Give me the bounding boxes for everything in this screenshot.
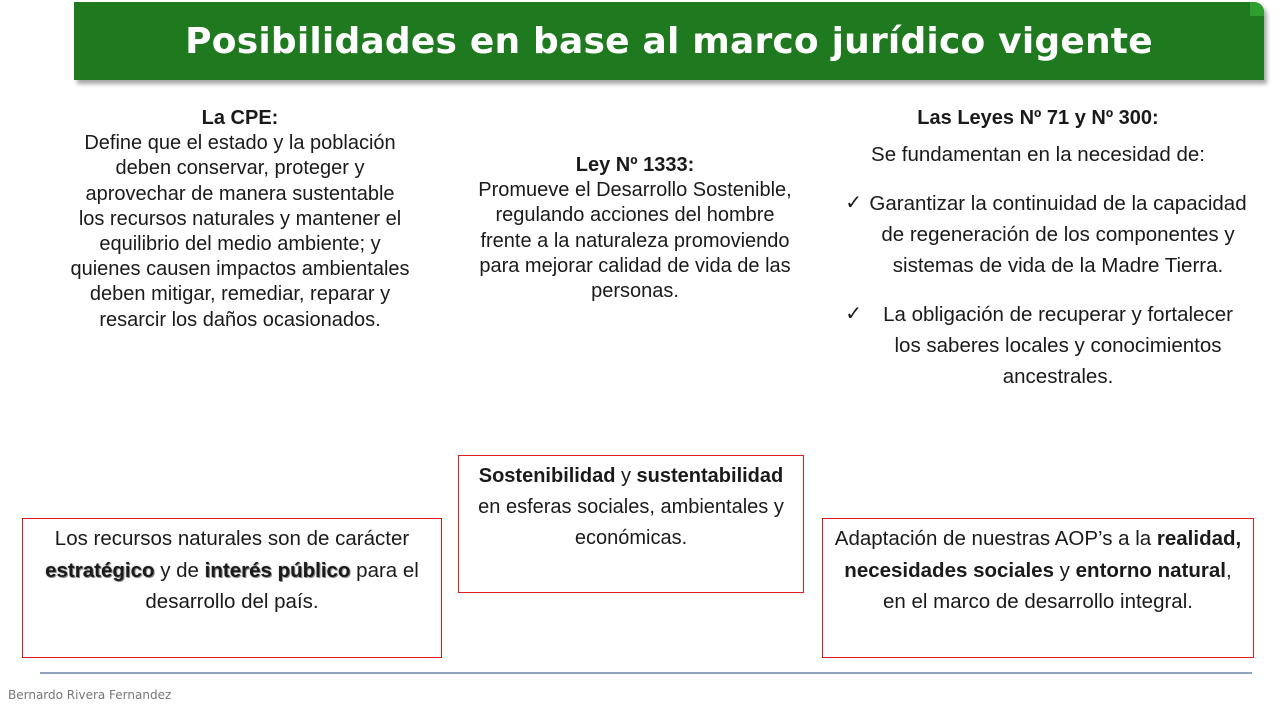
- cpe-body: Define que el estado y la población deben conservar, proteger y aprovechar de manera sustentable los recursos naturales y mantener el equilibrio del medio ambiente; y quienes causen impactos ambientales deben mitigar, remediar, reparar y resarcir los daños ocasionados.: [70, 132, 410, 331]
- box-text: en esferas sociales, ambientales y económicas.: [478, 496, 784, 549]
- box-emphasis: sustentabilidad: [636, 465, 784, 487]
- title-banner: [74, 2, 1264, 80]
- ley-1333-body: Promueve el Desarrollo Sostenible, regulando acciones del hombre frente a la naturaleza promoviendo para mejorar calidad de vida de las personas.: [478, 179, 792, 303]
- box-emphasis: entorno natural: [1075, 558, 1226, 582]
- list-item-text: Garantizar la continuidad de la capacidad de regeneración de los componentes y sistemas de vida de la Madre Tierra.: [869, 192, 1247, 278]
- cpe-heading: La CPE:: [201, 107, 279, 129]
- recursos-naturales-box: [22, 518, 442, 658]
- footer-author: Bernardo Rivera Fernandez: [8, 688, 172, 702]
- box-emphasis: Sostenibilidad: [478, 465, 616, 487]
- box-emphasis: estratégico: [45, 558, 155, 582]
- list-item: [828, 299, 1248, 392]
- checkmark-icon: ✓: [845, 192, 862, 215]
- box-text: Los recursos naturales son de carácter: [54, 527, 410, 550]
- box-text: y de: [154, 558, 205, 582]
- footer-divider: [40, 672, 1252, 674]
- box-text: y: [615, 465, 637, 487]
- list-item: [828, 188, 1248, 281]
- cpe-column: [70, 106, 410, 333]
- checkmark-icon: ✓: [845, 303, 862, 326]
- ley-1333-column: [470, 153, 800, 304]
- box-text: para el desarrollo del país.: [145, 558, 419, 613]
- box-text: Adaptación de nuestras AOP’s a la: [834, 527, 1157, 550]
- box-emphasis: interés público: [204, 558, 351, 582]
- leyes-intro: Se fundamentan en la necesidad de:: [871, 143, 1205, 167]
- box-text: , en el marco de desarrollo integral.: [883, 558, 1232, 613]
- leyes-heading: Las Leyes Nº 71 y Nº 300:: [917, 107, 1159, 129]
- sostenibilidad-box: [458, 455, 804, 593]
- list-item-text: La obligación de recuperar y fortalecer los saberes locales y conocimientos ancestrales.: [883, 303, 1233, 389]
- page-title: Posibilidades en base al marco jurídico vigente: [185, 20, 1153, 62]
- box-text: y: [1053, 558, 1076, 582]
- ley-1333-heading: Ley Nº 1333:: [575, 154, 695, 176]
- adaptacion-box: [822, 518, 1254, 658]
- box-emphasis: realidad, necesidades sociales: [844, 527, 1242, 582]
- leyes-71-300-column: [828, 106, 1248, 392]
